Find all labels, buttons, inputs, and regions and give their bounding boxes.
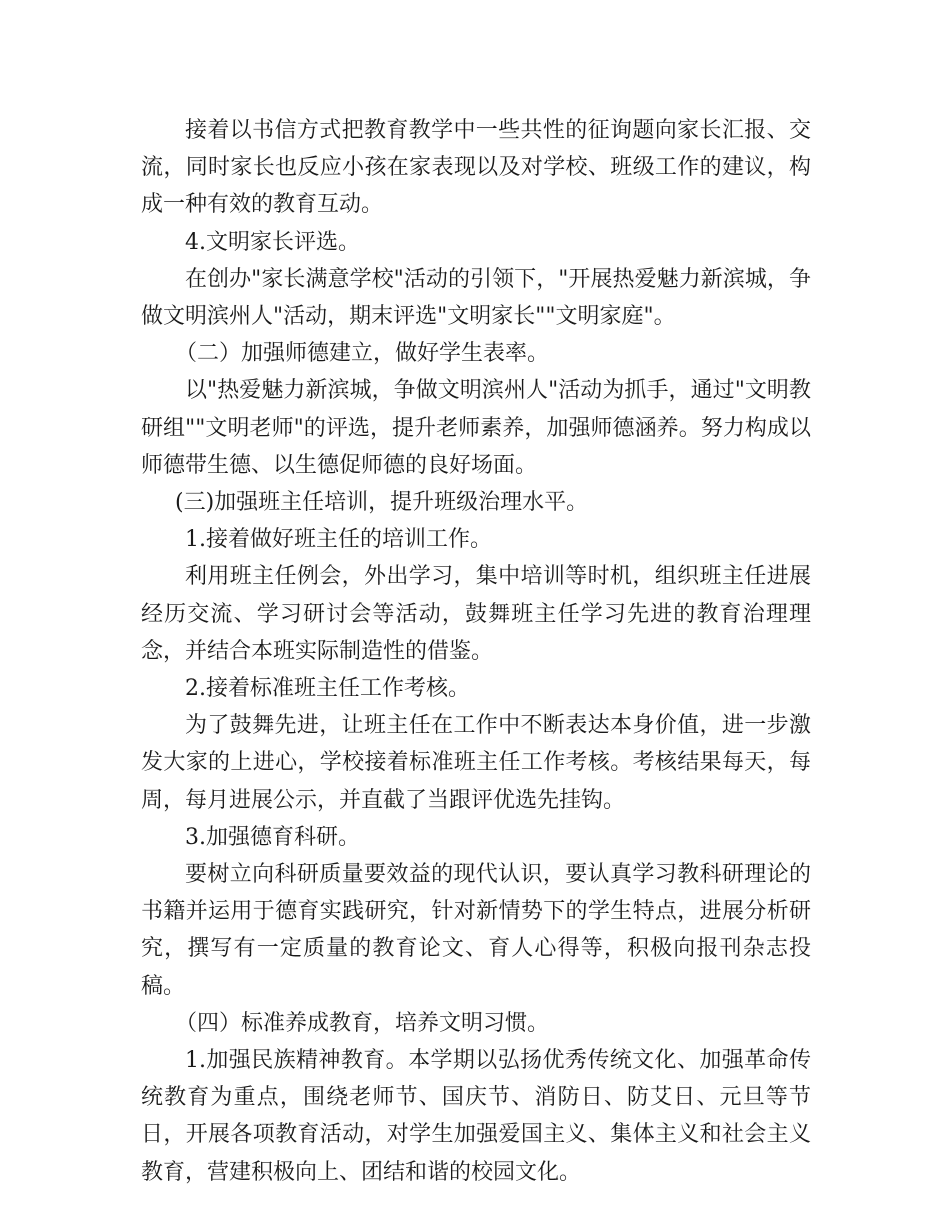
paragraph-12: 要树立向科研质量要效益的现代认识，要认真学习教科研理论的书籍并运用于德育实践研究，针对新情势下的学生特点，进展分析研究，撰写有一定质量的教育论文、育人心得等，积极向报刊杂志投稿。	[141, 862, 811, 999]
paragraph-10: 为了鼓舞先进，让班主任在工作中不断表达本身价值，进一步激发大家的上进心，学校接着标准班主任工作考核。考核结果每天，每周，每月进展公示，并直截了当跟评优选先挂钩。	[141, 713, 811, 813]
paragraph-5: 以"热爱魅力新滨城，争做文明滨州人"活动为抓手，通过"文明教研组""文明老师"的评选，提升老师素养，加强师德涵养。努力构成以师德带生德、以生德促师德的良好场面。	[141, 378, 811, 478]
paragraph-9: 2.接着标准班主任工作考核。	[185, 676, 470, 702]
paragraph-3: 在创办"家长满意学校"活动的引领下，"开展热爱魅力新滨城，争做文明滨州人"活动，期末评选"文明家长""文明家庭"。	[141, 266, 811, 330]
paragraph-1: 接着以书信方式把教育教学中一些共性的征询题向家长汇报、交流，同时家长也反应小孩在家表现以及对学校、班级工作的建议，构成一种有效的教育互动。	[141, 118, 811, 218]
paragraph-8: 利用班主任例会，外出学习，集中培训等时机，组织班主任进展经历交流、学习研讨会等活动，鼓舞班主任学习先进的教育治理理念，并结合本班实际制造性的借鉴。	[141, 564, 811, 664]
paragraph-2: 4.文明家长评选。	[185, 229, 360, 255]
section-heading-2: （二）加强师德建立，做好学生表率。	[175, 341, 550, 367]
section-heading-4: （四）标准养成教育，培养文明习惯。	[175, 1010, 550, 1036]
paragraph-14: 1.加强民族精神教育。本学期以弘扬优秀传统文化、加强革命传统教育为重点，围绕老师节、国庆节、消防日、防艾日、元旦等节日，开展各项教育活动，对学生加强爱国主义、集体主义和社会主义教育，营建积极向上、团结和谐的校园文化。	[141, 1048, 811, 1185]
document-body	[141, 112, 811, 1191]
section-heading-3: (三)加强班主任培训，提升班级治理水平。	[175, 490, 589, 516]
paragraph-11: 3.加强德育科研。	[185, 824, 360, 850]
paragraph-7: 1.接着做好班主任的培训工作。	[185, 527, 492, 553]
